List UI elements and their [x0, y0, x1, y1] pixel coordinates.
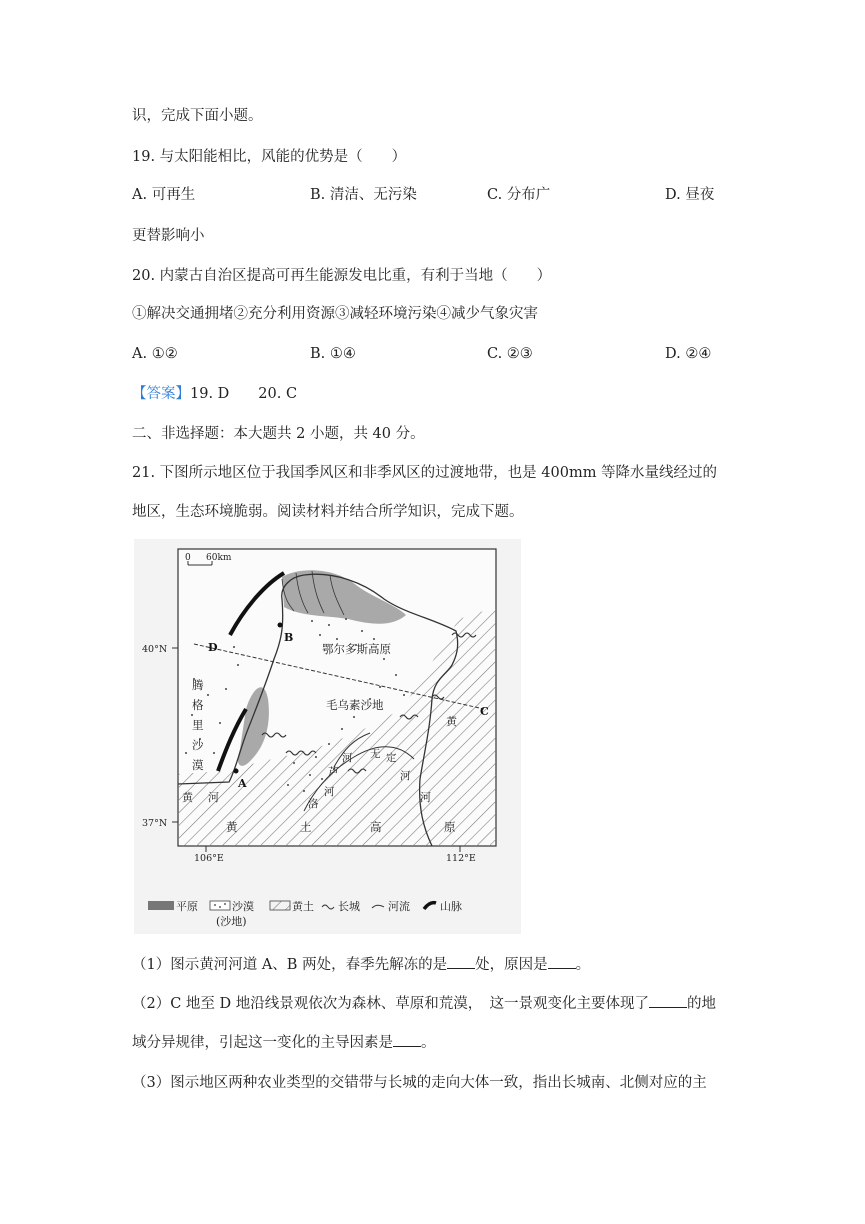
q19-option-c: C. 分布广 — [487, 187, 551, 203]
point-b-marker — [278, 623, 283, 628]
answer-blank-2[interactable] — [548, 956, 576, 969]
lon-112e-label: 112°E — [446, 853, 476, 864]
svg-text:沙: 沙 — [192, 738, 204, 752]
sub-question-2-line-1: （2）C 地至 D 地沿线景观依次为森林、草原和荒漠， 这一景观变化主要体现了 的地 — [132, 996, 717, 1012]
scale-60km: 60km — [206, 553, 232, 563]
point-d-label: D — [208, 641, 218, 654]
point-c-label: C — [480, 705, 489, 718]
answer-blank-1[interactable] — [447, 956, 475, 969]
q21-line-1: 21. 下图所示地区位于我国季风区和非季风区的过渡地带，也是 400mm 等降水量线经过的 — [132, 465, 718, 481]
answer-line — [132, 384, 297, 404]
section-2-heading: 二、非选择题：本大题共 2 小题，共 40 分。 — [132, 426, 425, 442]
ordos-region-map — [134, 539, 521, 934]
intro-tail: 识，完成下面小题。 — [132, 108, 263, 124]
q20-stem: 20. 内蒙古自治区提高可再生能源发电比重，有利于当地（ ） — [132, 268, 552, 284]
q19-option-d-wrap: 更替影响小 — [132, 228, 205, 244]
answer-text: 19. D 20. C — [190, 386, 298, 402]
svg-text:高: 高 — [370, 820, 382, 834]
svg-text:土: 土 — [300, 820, 312, 834]
q20-option-b: B. ①④ — [310, 346, 356, 362]
legend-wall-label: 长城 — [338, 900, 360, 913]
point-a-label: A — [238, 777, 247, 790]
ordos-plateau-label: 鄂尔多斯高原 — [322, 642, 391, 656]
svg-text:河: 河 — [342, 752, 353, 764]
svg-text:芦: 芦 — [328, 766, 339, 778]
svg-text:腾: 腾 — [192, 678, 204, 692]
legend-river-label: 河流 — [388, 900, 410, 913]
legend-desert-label: 沙漠 — [232, 900, 254, 913]
svg-text:定: 定 — [386, 752, 397, 764]
lat-37n-label: 37°N — [142, 818, 168, 829]
legend-plain-swatch — [148, 901, 174, 910]
q21-line-2: 地区，生态环境脆弱。阅读材料并结合所学知识，完成下题。 — [132, 504, 524, 520]
legend-loess-label: 黄土 — [292, 900, 314, 913]
q19-option-a: A. 可再生 — [132, 187, 196, 203]
answer-tag: 【答案】 — [132, 386, 190, 402]
svg-text:格: 格 — [192, 698, 204, 712]
q20-choices: ①解决交通拥堵②充分利用资源③减轻环境污染④减少气象灾害 — [132, 306, 538, 322]
svg-text:漠: 漠 — [192, 758, 204, 772]
sub-question-2-line-2: 域分异规律，引起这一变化的主导因素是 。 — [132, 1035, 436, 1051]
legend-desert-swatch — [210, 901, 230, 910]
svg-text:无: 无 — [370, 748, 381, 760]
lon-106e-label: 106°E — [194, 853, 224, 864]
scale-zero: 0 — [185, 553, 191, 563]
svg-text:黄: 黄 — [182, 791, 193, 804]
q19-option-d: D. 昼夜 — [665, 187, 715, 203]
svg-text:里: 里 — [192, 718, 204, 732]
legend-desert-sub-label: (沙地) — [216, 915, 247, 928]
legend-loess-swatch — [270, 901, 290, 910]
answer-blank-3[interactable] — [649, 995, 687, 1008]
q20-option-c: C. ②③ — [487, 346, 533, 362]
q19-option-b: B. 清洁、无污染 — [310, 187, 417, 203]
q20-option-d: D. ②④ — [665, 346, 712, 362]
point-b-label: B — [284, 631, 294, 644]
lat-40n-label: 40°N — [142, 644, 168, 655]
svg-text:原: 原 — [444, 820, 456, 834]
point-a-marker — [234, 769, 239, 774]
svg-text:洛: 洛 — [308, 798, 319, 810]
svg-text:河: 河 — [400, 770, 411, 782]
muus-sandy-land-label: 毛乌素沙地 — [326, 698, 384, 712]
svg-text:河: 河 — [420, 791, 431, 804]
legend-mountain-label: 山脉 — [440, 900, 462, 913]
svg-text:黄: 黄 — [226, 820, 238, 834]
legend-plain-label: 平原 — [176, 900, 198, 913]
answer-blank-4[interactable] — [393, 1034, 421, 1047]
sub-question-1: （1）图示黄河河道 A、B 两处，春季先解冻的是 处，原因是 。 — [132, 957, 591, 973]
sub-question-3-line-1: （3）图示地区两种农业类型的交错带与长城的走向大体一致，指出长城南、北侧对应的主 — [132, 1075, 707, 1091]
svg-text:河: 河 — [208, 791, 219, 804]
svg-text:黄: 黄 — [446, 715, 457, 728]
q20-option-a: A. ①② — [132, 346, 178, 362]
svg-text:河: 河 — [324, 786, 335, 798]
q19-stem: 19. 与太阳能相比，风能的优势是（ ） — [132, 149, 407, 165]
